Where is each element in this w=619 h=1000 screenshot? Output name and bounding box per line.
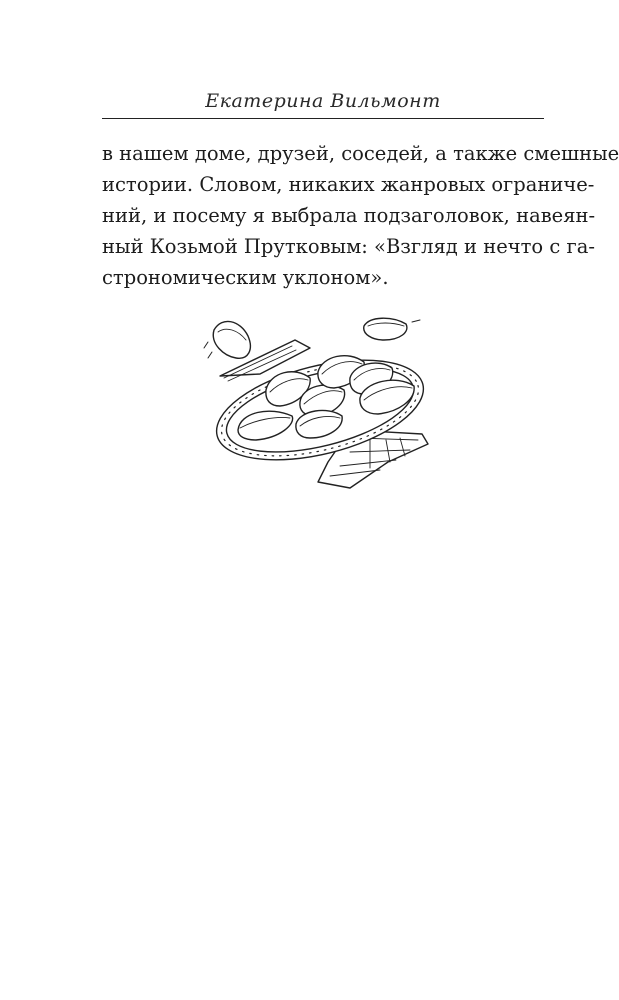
author-name: Екатерина Вильмонт — [205, 90, 441, 112]
text-line: ний, и посему я выбрала подзаголовок, навеян- — [102, 204, 596, 227]
text-line: истории. Словом, никаких жанровых ограниче- — [102, 173, 595, 196]
body-paragraph — [102, 138, 619, 293]
running-header — [102, 88, 544, 119]
text-line: строномическим уклоном». — [102, 266, 389, 289]
text-line: ный Козьмой Прутковым: «Взгляд и нечто с га- — [102, 235, 595, 258]
text-line: в нашем доме, друзей, соседей, а также смешные — [102, 142, 619, 165]
pies-on-plate-icon — [200, 312, 450, 502]
